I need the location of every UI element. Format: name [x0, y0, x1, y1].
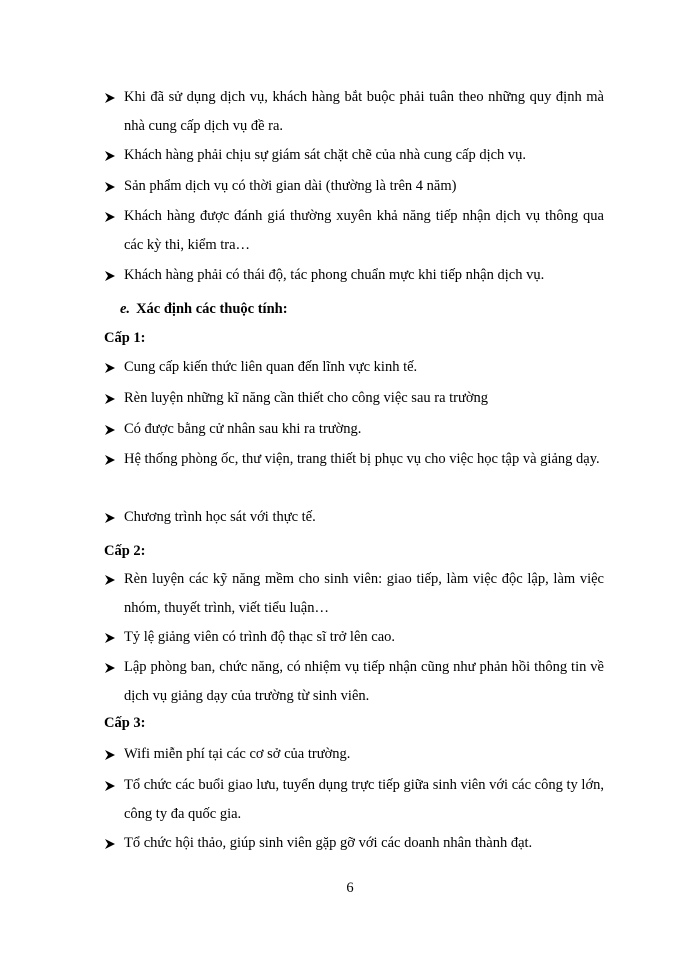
- bullet-text: Khách hàng phải có thái độ, tác phong chuẩn mực khi tiếp nhận dịch vụ.: [124, 267, 545, 283]
- level1-heading: Cấp 1:: [104, 330, 146, 346]
- arrowhead-bullet-icon: [104, 574, 116, 586]
- list-item: [104, 202, 604, 260]
- arrowhead-bullet-icon: [104, 150, 116, 162]
- arrowhead-bullet-icon: [104, 92, 116, 104]
- arrowhead-bullet-icon: [104, 211, 116, 223]
- arrowhead-bullet-icon: [104, 454, 116, 466]
- list-item: [104, 623, 604, 652]
- bullet-text: Tỷ lệ giảng viên có trình độ thạc sĩ trở lên cao.: [124, 629, 396, 645]
- bullet-text: Lập phòng ban, chức năng, có nhiệm vụ tiếp nhận cũng như phản hồi thông tin về dịch vụ giảng dạy của trường từ sinh viên.: [124, 659, 604, 704]
- bullet-text: Khi đã sử dụng dịch vụ, khách hàng bắt buộc phải tuân theo những quy định mà nhà cung cấp dịch vụ đề ra.: [124, 89, 604, 134]
- list-item: [104, 141, 604, 170]
- list-item: [104, 565, 604, 623]
- subsection-title: Xác định các thuộc tính:: [136, 301, 288, 317]
- list-item: [104, 415, 604, 444]
- bullet-text: Tổ chức các buổi giao lưu, tuyển dụng trực tiếp giữa sinh viên với các công ty lớn, công ty đa quốc gia.: [124, 777, 604, 822]
- bullet-text: Wifi miễn phí tại các cơ sở của trường.: [124, 746, 351, 762]
- list-item: [104, 653, 604, 711]
- bullet-text: Khách hàng được đánh giá thường xuyên khả năng tiếp nhận dịch vụ thông qua các kỳ thi, kiểm tra…: [124, 208, 604, 253]
- arrowhead-bullet-icon: [104, 270, 116, 282]
- bullet-text: Có được bằng cử nhân sau khi ra trường.: [124, 421, 362, 437]
- list-item: [104, 353, 604, 382]
- level3-heading: Cấp 3:: [104, 715, 146, 731]
- list-item: [104, 261, 604, 290]
- arrowhead-bullet-icon: [104, 662, 116, 674]
- list-item: [104, 771, 604, 829]
- bullet-text: Sản phẩm dịch vụ có thời gian dài (thường là trên 4 năm): [124, 178, 457, 194]
- list-item: [104, 384, 604, 413]
- bullet-text: Rèn luyện những kĩ năng cần thiết cho công việc sau ra trường: [124, 390, 489, 406]
- arrowhead-bullet-icon: [104, 780, 116, 792]
- subsection-heading: [120, 297, 620, 321]
- bullet-text: Hệ thống phòng ốc, thư viện, trang thiết bị phục vụ cho việc học tập và giảng dạy.: [124, 451, 600, 467]
- list-item: [104, 829, 604, 858]
- list-item: [104, 503, 604, 532]
- arrowhead-bullet-icon: [104, 181, 116, 193]
- arrowhead-bullet-icon: [104, 362, 116, 374]
- level2-heading: Cấp 2:: [104, 543, 146, 559]
- list-item: [104, 445, 604, 474]
- subsection-letter: e.: [120, 301, 131, 317]
- arrowhead-bullet-icon: [104, 393, 116, 405]
- bullet-text: Khách hàng phải chịu sự giám sát chặt chẽ của nhà cung cấp dịch vụ.: [124, 147, 527, 163]
- list-item: [104, 172, 604, 201]
- bullet-text: Chương trình học sát với thực tế.: [124, 509, 316, 525]
- arrowhead-bullet-icon: [104, 749, 116, 761]
- page-number: 6: [346, 880, 354, 896]
- list-item: [104, 83, 604, 141]
- arrowhead-bullet-icon: [104, 512, 116, 524]
- bullet-text: Cung cấp kiến thức liên quan đến lĩnh vực kinh tế.: [124, 359, 418, 375]
- bullet-text: Rèn luyện các kỹ năng mềm cho sinh viên: giao tiếp, làm việc độc lập, làm việc nhóm, thuyết trình, viết tiểu luận…: [124, 571, 604, 616]
- arrowhead-bullet-icon: [104, 632, 116, 644]
- arrowhead-bullet-icon: [104, 838, 116, 850]
- list-item: [104, 740, 604, 769]
- arrowhead-bullet-icon: [104, 424, 116, 436]
- bullet-text: Tổ chức hội thảo, giúp sinh viên gặp gỡ với các doanh nhân thành đạt.: [124, 835, 533, 851]
